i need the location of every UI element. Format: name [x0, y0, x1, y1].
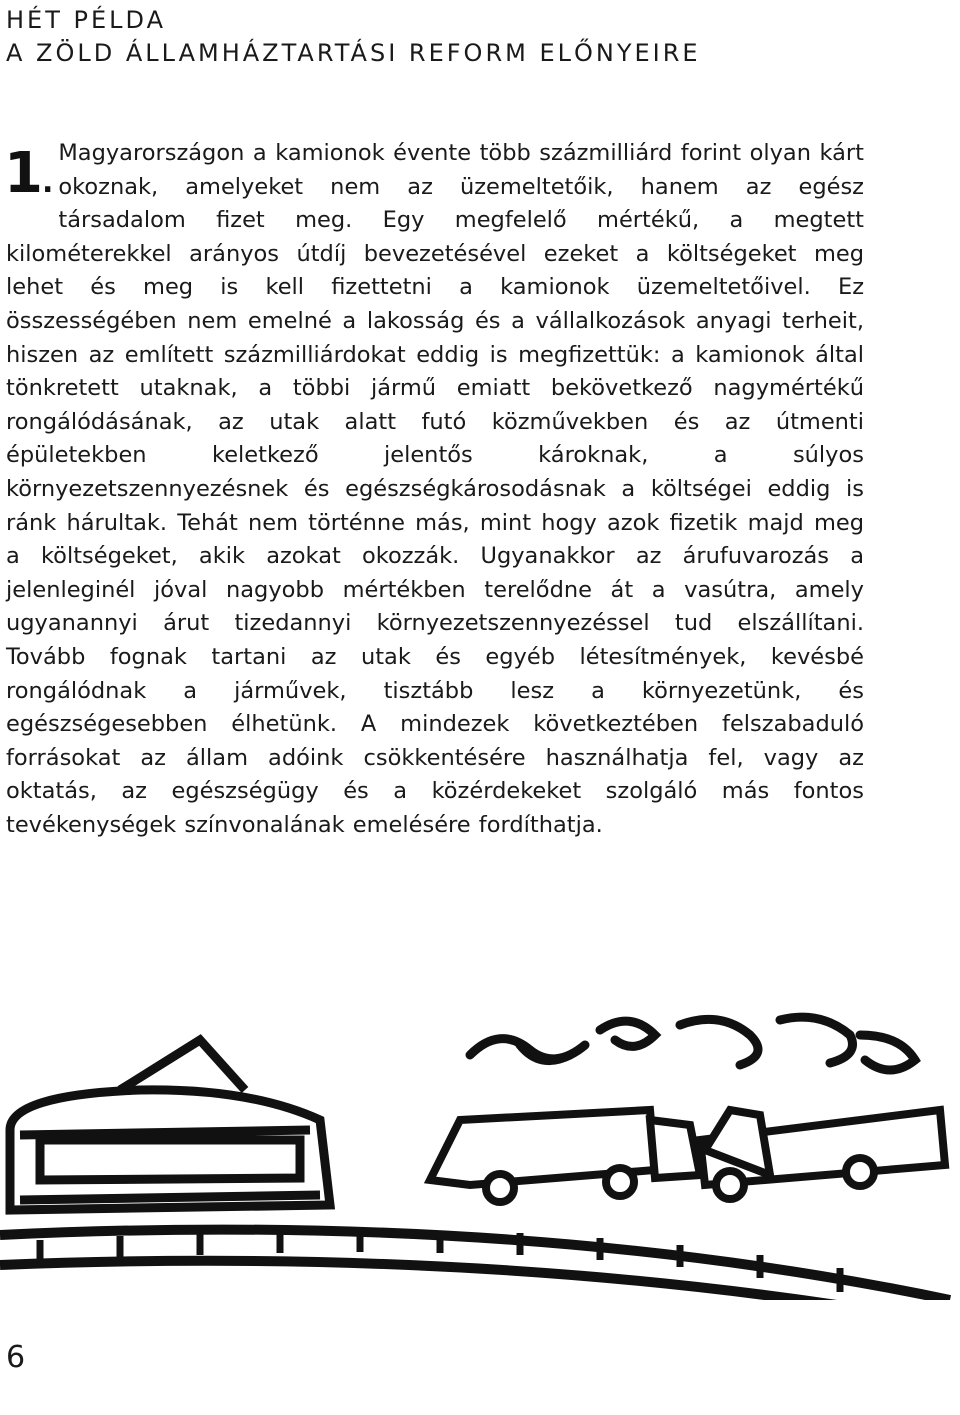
- exhaust-smoke: [470, 1017, 915, 1070]
- article-paragraph: Magyarországon a kamionok évente több százmilliárd forint olyan kárt okoznak, amelyeket nem az üzemeltetőik, hanem az egész társadalom fizet meg. Egy megfelelő mértékű, a megtett kilométerekkel arányos útdíj bevezetésével ezeket a költségeket meg lehet és meg is kell fizettetni a kamionok üzemeltetőivel. Ez összességében nem emelné a lakosság és a vállalkozások anyagi terheit, hiszen az említett százmilliárdokat eddig is megfizettük: a kamionok által tönkretett utaknak, a többi jármű emiatt bekövetkező nagymértékű rongálódásának, az utak alatt futó közművekben és az útmenti épületekben keletkező jelentős károknak, a súlyos környezetszennyezésnek és egészségkárosodásnak a költségei eddig is ránk hárultak. Tehát nem történne más, mint hogy azok fizetik majd meg a költségeket, akik azokat okozzák. Ugyanakkor az árufuvarozás a jelenleginél jóval nagyobb mértékben terelődne át a vasútra, amely ugyanannyi árut tizedannyi környezetszennyezéssel tud elszállítani. Tovább fognak tartani az utak és egyéb létesítmények, kevésbé rongálódnak a járművek, tisztább lesz a környezetünk, és egészségesebben élhetünk. A mindezek következtében felszabaduló forrásokat az állam adóink csökkentésére használhatja fel, vagy az oktatás, az egészségügy és a közérdekeket szolgáló más fontos tevékenységek színvonalának emelésére fordíthatja.: [6, 140, 864, 838]
- item-number: [4, 141, 53, 211]
- article-body: [6, 137, 864, 842]
- truck: [430, 1110, 945, 1202]
- page-number: 6: [6, 1340, 26, 1375]
- chapter-title: HÉT PÉLDA: [6, 6, 166, 34]
- chapter-header: [6, 4, 701, 70]
- chapter-subtitle: A ZÖLD ÁLLAMHÁZTARTÁSI REFORM ELŐNYEIRE: [6, 39, 701, 67]
- tram-and-truck-illustration: [0, 1000, 960, 1300]
- tram: [10, 1040, 330, 1210]
- item-number-dot: .: [41, 165, 53, 200]
- item-number-digit: 1: [4, 141, 42, 206]
- rail-tracks: [0, 1230, 950, 1300]
